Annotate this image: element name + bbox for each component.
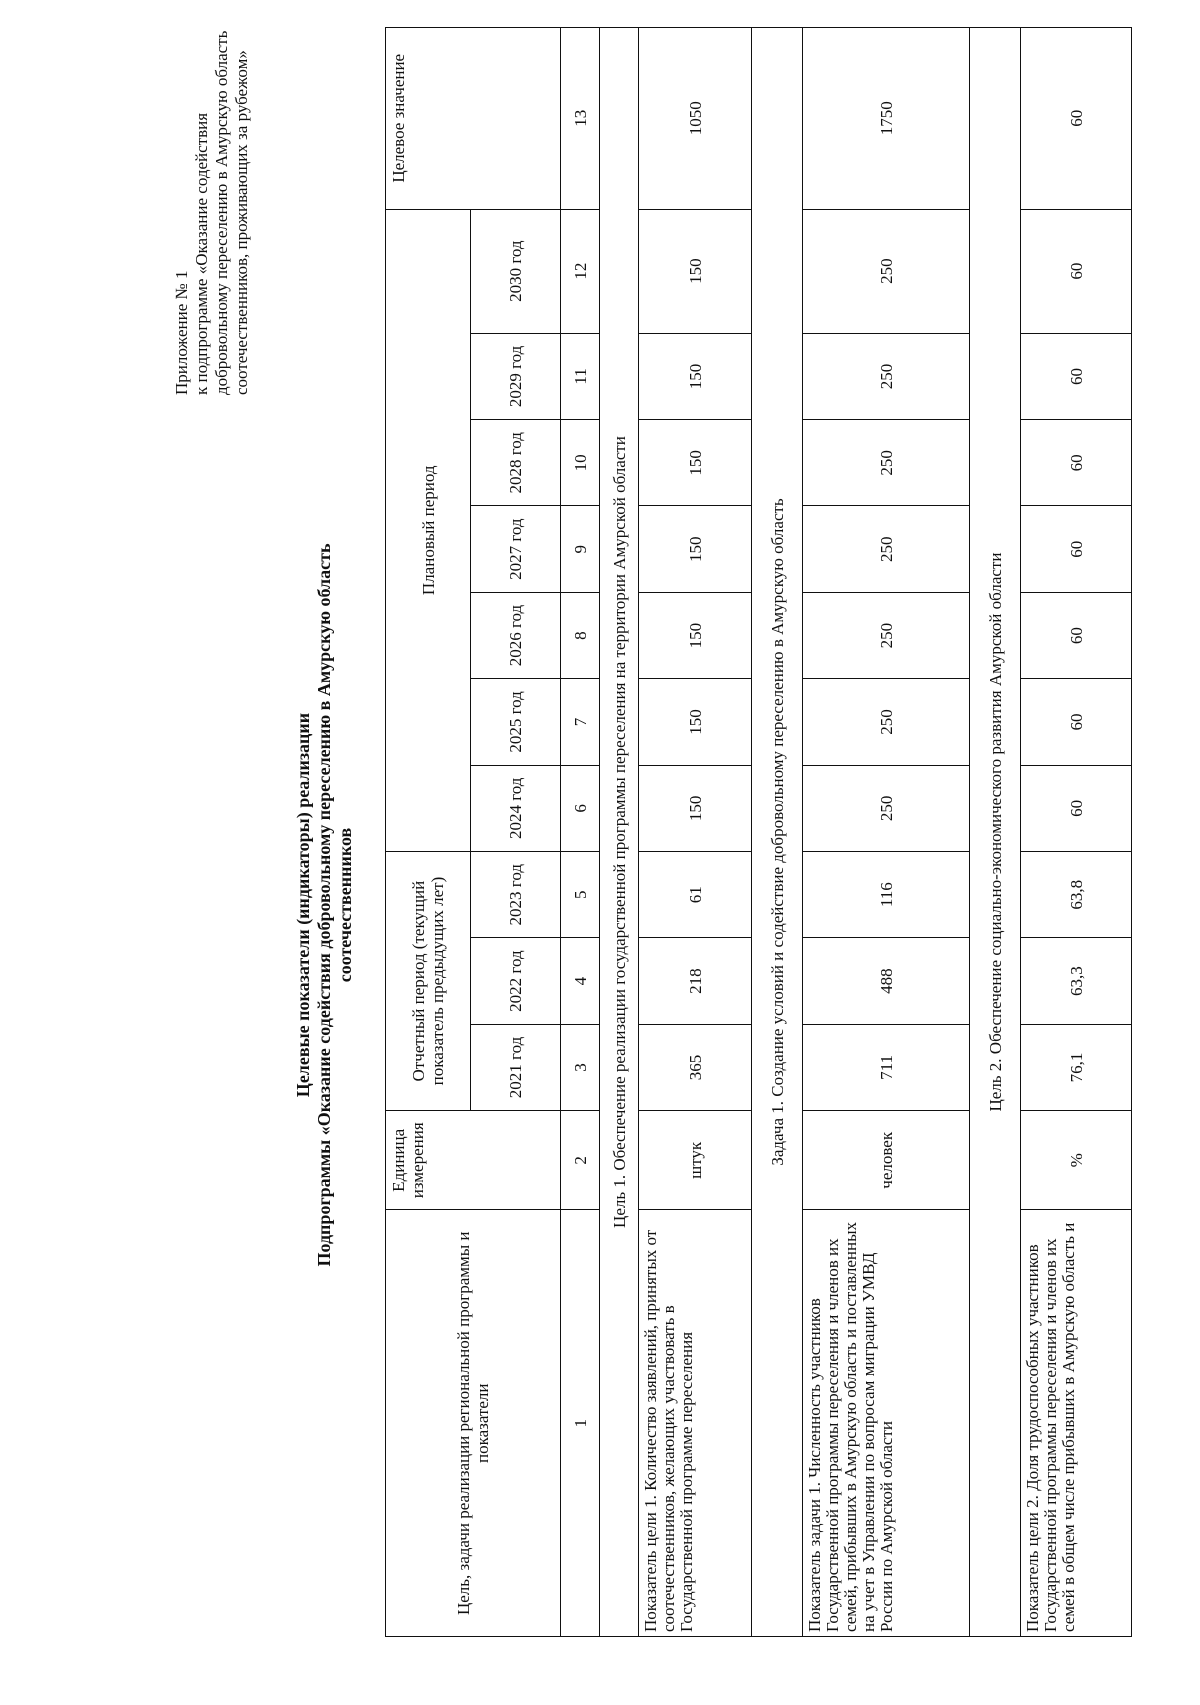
- header-goals: Цель, задачи реализации региональной программы и показатели: [386, 1210, 561, 1637]
- column-number: 12: [561, 209, 600, 333]
- indicator-value: 60: [1021, 333, 1132, 419]
- column-number: 9: [561, 506, 600, 592]
- indicator-value: 250: [803, 592, 970, 678]
- indicator-unit: %: [1021, 1111, 1132, 1210]
- indicator-value: 150: [639, 679, 752, 765]
- indicator-name: Показатель цели 2. Доля трудоспособных участников Государственной программы переселения и членов их семей в общем числе прибывших в Амурскую область и: [1021, 1210, 1132, 1637]
- column-number: 1: [561, 1210, 600, 1637]
- appendix-note: [172, 30, 252, 395]
- column-number: 3: [561, 1024, 600, 1110]
- title-line: Целевые показатели (индикаторы) реализации: [293, 712, 313, 1098]
- column-number: 4: [561, 938, 600, 1024]
- header-unit: Единица измерения: [386, 1111, 561, 1210]
- indicator-value: 711: [803, 1024, 970, 1110]
- indicator-value: 60: [1021, 420, 1132, 506]
- header-target-value: Целевое значение: [386, 28, 561, 210]
- header-year: 2027 год: [471, 506, 561, 592]
- indicator-target: 1750: [803, 28, 970, 210]
- indicator-name: Показатель задачи 1. Численность участников Государственной программы переселения и членов их семей, прибывших в Амурскую область и поставленных на учет в Управлении по вопросам миграции УМВД России по Амурской области: [803, 1210, 970, 1637]
- appendix-line: к подпрограмме «Оказание содействия: [192, 112, 211, 395]
- column-number: 11: [561, 333, 600, 419]
- indicator-value: 250: [803, 209, 970, 333]
- column-number: 10: [561, 420, 600, 506]
- task-row: [752, 28, 803, 1637]
- goal-1: Цель 1. Обеспечение реализации государственной программы переселения на территории Амурской области: [600, 28, 639, 1637]
- document-title: [293, 405, 356, 1405]
- header-year: 2029 год: [471, 333, 561, 419]
- indicator-value: 250: [803, 420, 970, 506]
- indicator-value: 60: [1021, 209, 1132, 333]
- header-year: 2028 год: [471, 420, 561, 506]
- header-year: 2024 год: [471, 765, 561, 851]
- appendix-line: Приложение № 1: [172, 270, 191, 395]
- appendix-line: добровольному переселению в Амурскую область: [212, 30, 231, 395]
- indicator-value: 150: [639, 765, 752, 851]
- indicator-value: 150: [639, 209, 752, 333]
- indicator-unit: штук: [639, 1111, 752, 1210]
- header-year: 2026 год: [471, 592, 561, 678]
- indicator-value: 60: [1021, 506, 1132, 592]
- task-1: Задача 1. Создание условий и содействие добровольному переселению в Амурскую область: [752, 28, 803, 1637]
- column-number: 2: [561, 1111, 600, 1210]
- indicator-value: 60: [1021, 592, 1132, 678]
- indicator-value: 250: [803, 506, 970, 592]
- indicator-value: 365: [639, 1024, 752, 1110]
- indicator-value: 76,1: [1021, 1024, 1132, 1110]
- column-number: 7: [561, 679, 600, 765]
- title-line: Подпрограммы «Оказание содействия добровольному переселению в Амурскую область: [314, 543, 334, 1267]
- column-number: 8: [561, 592, 600, 678]
- indicator-value: 116: [803, 852, 970, 938]
- indicator-unit: человек: [803, 1111, 970, 1210]
- header-year: 2021 год: [471, 1024, 561, 1110]
- indicators-table: [385, 27, 1132, 1637]
- goal-row: [970, 28, 1021, 1637]
- indicator-value: 60: [1021, 765, 1132, 851]
- column-number-row: [561, 28, 600, 1637]
- indicator-value: 150: [639, 506, 752, 592]
- goal-row: [600, 28, 639, 1637]
- indicator-value: 63,3: [1021, 938, 1132, 1024]
- indicator-name: Показатель цели 1. Количество заявлений, принятых от соотечественников, желающих участвовать в Государственной программе переселения: [639, 1210, 752, 1637]
- header-year: 2030 год: [471, 209, 561, 333]
- indicator-target: 1050: [639, 28, 752, 210]
- indicator-value: 218: [639, 938, 752, 1024]
- indicator-row: [1021, 28, 1132, 1637]
- indicator-row: [639, 28, 752, 1637]
- indicator-value: 61: [639, 852, 752, 938]
- header-year: 2023 год: [471, 852, 561, 938]
- indicator-value: 150: [639, 592, 752, 678]
- goal-2: Цель 2. Обеспечение социально-экономического развития Амурской области: [970, 28, 1021, 1637]
- indicator-value: 250: [803, 765, 970, 851]
- header-reported-period: Отчетный период (текущий показатель предыдущих лет): [386, 852, 471, 1111]
- indicator-value: 250: [803, 679, 970, 765]
- indicator-value: 150: [639, 420, 752, 506]
- indicator-value: 60: [1021, 679, 1132, 765]
- column-number: 13: [561, 28, 600, 210]
- indicator-target: 60: [1021, 28, 1132, 210]
- header-year: 2025 год: [471, 679, 561, 765]
- indicator-value: 488: [803, 938, 970, 1024]
- header-planned-period: Плановый период: [386, 209, 471, 851]
- indicator-value: 63,8: [1021, 852, 1132, 938]
- title-line: соотечественников: [335, 827, 355, 983]
- indicator-value: 250: [803, 333, 970, 419]
- indicator-value: 150: [639, 333, 752, 419]
- header-year: 2022 год: [471, 938, 561, 1024]
- column-number: 5: [561, 852, 600, 938]
- appendix-line: соотечественников, проживающих за рубежом»: [232, 50, 251, 395]
- column-number: 6: [561, 765, 600, 851]
- indicator-row: [803, 28, 970, 1637]
